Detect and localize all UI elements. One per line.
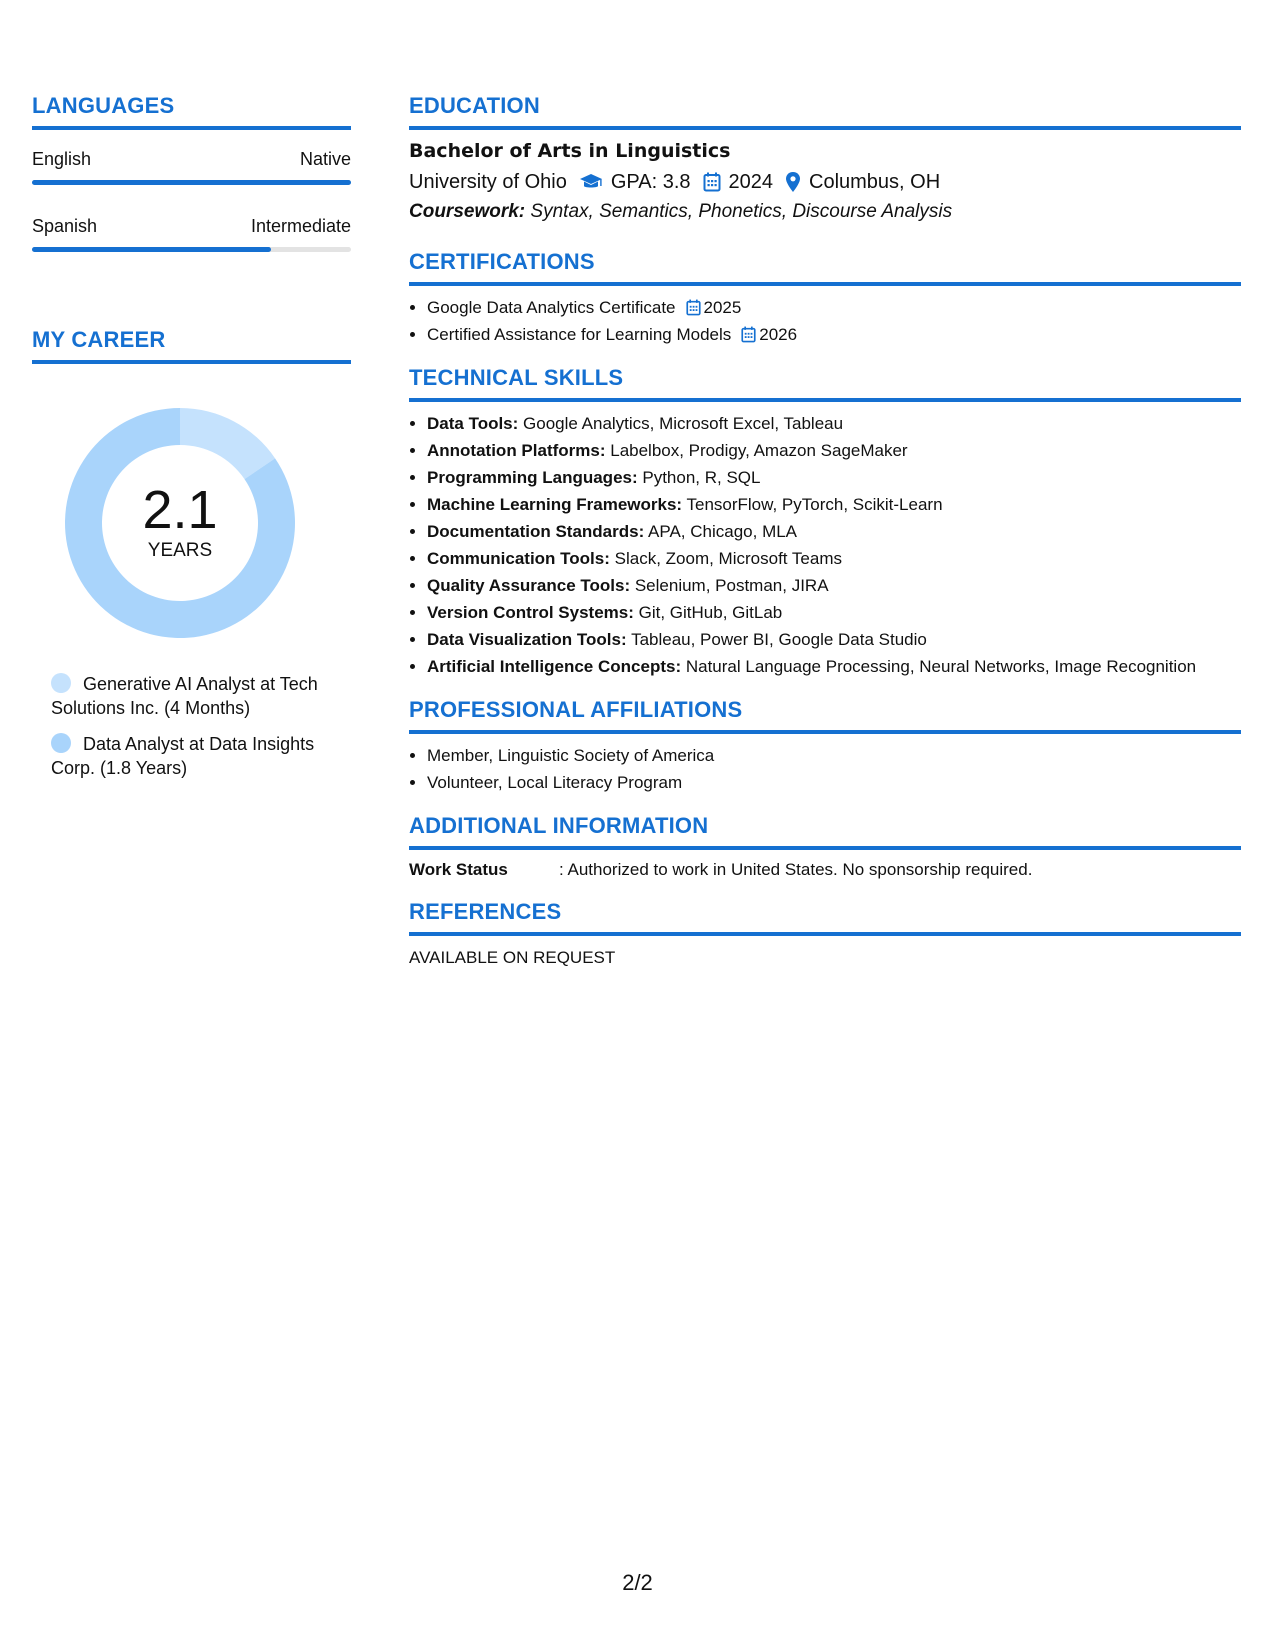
work-status-label: Work Status bbox=[409, 860, 508, 879]
skill-item bbox=[427, 464, 1241, 491]
left-column bbox=[32, 92, 351, 792]
right-column bbox=[409, 92, 1241, 970]
skill-label: Machine Learning Frameworks: bbox=[427, 495, 683, 514]
certifications-title: CERTIFICATIONS bbox=[409, 248, 1241, 286]
language-bar-fill bbox=[32, 180, 351, 185]
cert-date: 2026 bbox=[759, 325, 798, 344]
language-bar-fill bbox=[32, 247, 271, 252]
skill-item bbox=[427, 626, 1241, 653]
career-title: MY CAREER bbox=[32, 326, 351, 364]
career-legend-item bbox=[51, 672, 341, 720]
language-name: English bbox=[32, 149, 92, 169]
coursework bbox=[409, 198, 1241, 226]
skill-item bbox=[427, 653, 1241, 680]
skill-label: Data Visualization Tools: bbox=[427, 630, 627, 649]
degree-title: Bachelor of Arts in Linguistics bbox=[409, 140, 731, 162]
graduation-cap-icon bbox=[579, 173, 603, 191]
school-name: University of Ohio bbox=[409, 171, 567, 193]
skill-item bbox=[427, 572, 1241, 599]
affiliations-list bbox=[409, 742, 1241, 796]
education-title: EDUCATION bbox=[409, 92, 1241, 130]
work-status bbox=[409, 858, 1241, 882]
language-name: Spanish bbox=[32, 216, 98, 236]
calendar-icon bbox=[741, 326, 756, 343]
language-level: Intermediate bbox=[250, 216, 351, 236]
calendar-icon bbox=[703, 172, 721, 192]
list-item bbox=[427, 294, 1241, 321]
language-level: Native bbox=[299, 149, 351, 169]
skill-item bbox=[427, 545, 1241, 572]
skill-value: TensorFlow, PyTorch, Scikit-Learn bbox=[686, 495, 943, 514]
legend-dot bbox=[51, 673, 71, 693]
skill-value: Labelbox, Prodigy, Amazon SageMaker bbox=[610, 441, 908, 460]
skill-value: Google Analytics, Microsoft Excel, Tableau bbox=[523, 414, 844, 433]
references-text: AVAILABLE ON REQUEST bbox=[409, 948, 616, 967]
references-title: REFERENCES bbox=[409, 898, 1241, 936]
career-legend-item bbox=[51, 732, 341, 780]
cert-name: Google Data Analytics Certificate bbox=[427, 298, 676, 317]
affiliations-title: PROFESSIONAL AFFILIATIONS bbox=[409, 696, 1241, 734]
career-total-value: 2.1 bbox=[142, 480, 218, 540]
skill-label: Artificial Intelligence Concepts: bbox=[427, 657, 682, 676]
skill-label: Programming Languages: bbox=[427, 468, 638, 487]
list-item: • Volunteer, Local Literacy Program bbox=[427, 769, 1241, 796]
skill-value: Selenium, Postman, JIRA bbox=[634, 576, 829, 595]
page-number: 2/2 bbox=[622, 1570, 653, 1595]
language-item bbox=[32, 148, 351, 185]
skill-item bbox=[427, 410, 1241, 437]
language-item bbox=[32, 215, 351, 252]
legend-dot bbox=[51, 733, 71, 753]
skill-label: Quality Assurance Tools: bbox=[427, 576, 631, 595]
skill-value: Natural Language Processing, Neural Networks, Image Recognition bbox=[685, 657, 1197, 676]
legend-label: Generative AI Analyst at Tech Solutions Inc. (4 Months) bbox=[51, 674, 318, 718]
location-pin-icon bbox=[785, 171, 801, 193]
school-location: Columbus, OH bbox=[809, 171, 941, 193]
list-item bbox=[427, 321, 1241, 348]
legend-label: Data Analyst at Data Insights Corp. (1.8 Years) bbox=[51, 734, 315, 778]
skill-value: Git, GitHub, GitLab bbox=[638, 603, 783, 622]
calendar-icon bbox=[686, 299, 701, 316]
skill-item bbox=[427, 437, 1241, 464]
career-donut bbox=[65, 408, 295, 638]
skill-value: APA, Chicago, MLA bbox=[648, 522, 798, 541]
language-bar bbox=[32, 180, 351, 185]
language-bar bbox=[32, 247, 351, 252]
career-legend bbox=[51, 672, 341, 780]
certifications-list bbox=[409, 294, 1241, 348]
skill-item bbox=[427, 491, 1241, 518]
skill-label: Communication Tools: bbox=[427, 549, 610, 568]
work-status-value: : Authorized to work in United States. No sponsorship required. bbox=[559, 860, 1033, 879]
coursework-label: Coursework: bbox=[409, 201, 526, 222]
additional-info-title: ADDITIONAL INFORMATION bbox=[409, 812, 1241, 850]
list-item: • Member, Linguistic Society of America bbox=[427, 742, 1241, 769]
languages-title: LANGUAGES bbox=[32, 92, 351, 130]
skill-label: Version Control Systems: bbox=[427, 603, 634, 622]
cert-name: Certified Assistance for Learning Models bbox=[427, 325, 732, 344]
career-total-unit: YEARS bbox=[147, 540, 213, 561]
skills-title: TECHNICAL SKILLS bbox=[409, 364, 1241, 402]
skill-item bbox=[427, 518, 1241, 545]
skill-value: Python, R, SQL bbox=[642, 468, 761, 487]
skill-item bbox=[427, 599, 1241, 626]
skill-label: Annotation Platforms: bbox=[427, 441, 606, 460]
education-details bbox=[409, 168, 1241, 196]
cert-date: 2025 bbox=[703, 298, 742, 317]
coursework-value: Syntax, Semantics, Phonetics, Discourse Analysis bbox=[530, 201, 953, 222]
gpa: GPA: 3.8 bbox=[610, 171, 691, 193]
graduation-year: 2024 bbox=[728, 171, 774, 193]
skills-list bbox=[409, 410, 1241, 680]
skill-label: Data Tools: bbox=[427, 414, 519, 433]
skill-value: Slack, Zoom, Microsoft Teams bbox=[614, 549, 842, 568]
skill-label: Documentation Standards: bbox=[427, 522, 645, 541]
skill-value: Tableau, Power BI, Google Data Studio bbox=[631, 630, 927, 649]
